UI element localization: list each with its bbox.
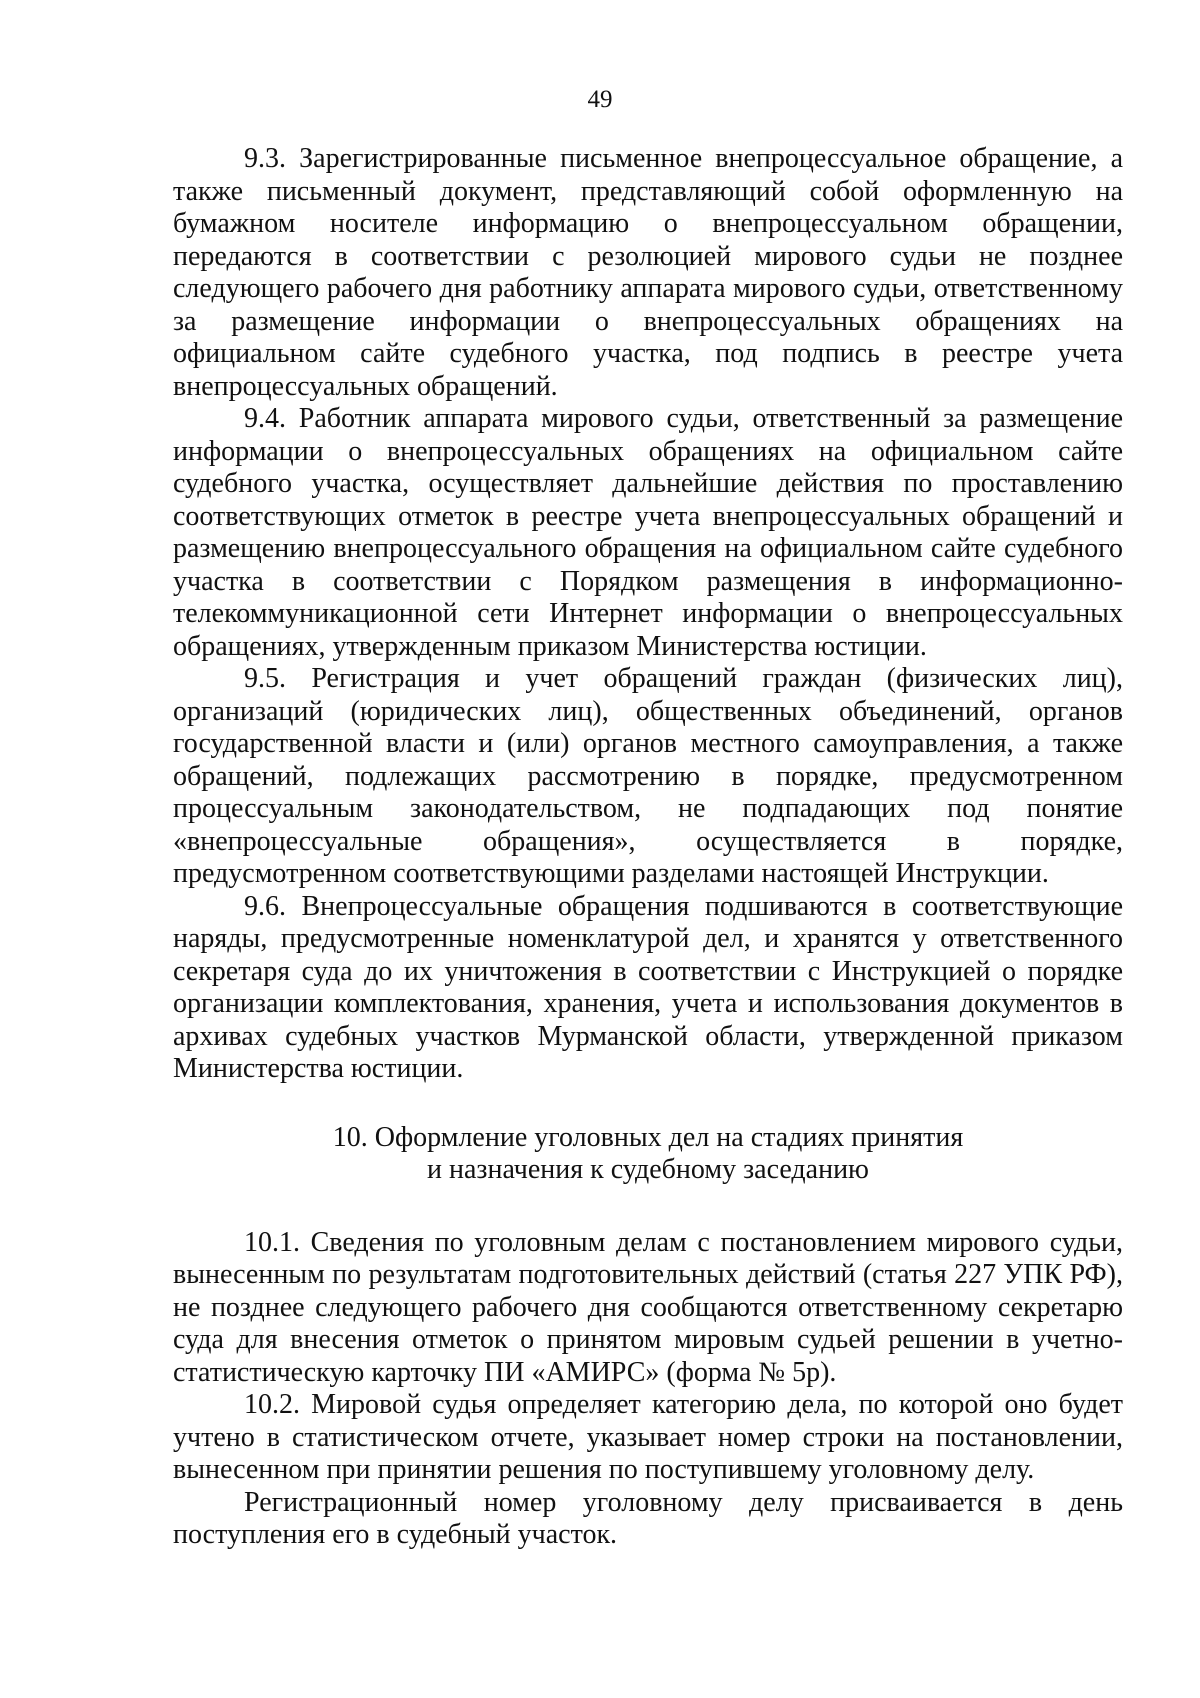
paragraph-9-4: 9.4. Работник аппарата мирового судьи, ответственный за размещение информации о внепроцессуальных обращениях на официальном сайте судебного участка, осуществляет дальнейшие действия по проставлению соответствующих отметок в реестре учета внепроцессуальных обращений и размещению внепроцессуального обращения на официальном сайте судебного участка в соответствии с Порядком размещения в информационно-телекоммуникационной сети Интернет информации о внепроцессуальных обращениях, утвержденным приказом Министерства юстиции. [173, 403, 1123, 662]
document-body [173, 143, 1123, 1552]
page-number: 49 [587, 86, 613, 113]
paragraph-9-5: 9.5. Регистрация и учет обращений граждан (физических лиц), организаций (юридических лиц), общественных объединений, органов государственной власти и (или) органов местного самоуправления, а также обращений, подлежащих рассмотрению в порядке, предусмотренном процессуальным законодательством, не подпадающих под понятие «внепроцессуальные обращения», осуществляется в порядке, предусмотренном соответствующими разделами настоящей Инструкции. [173, 663, 1123, 889]
paragraph-9-3: 9.3. Зарегистрированные письменное внепроцессуальное обращение, а также письменный документ, представляющий собой оформленную на бумажном носителе информацию о внепроцессуальном обращении, передаются в соответствии с резолюцией мирового судьи не позднее следующего рабочего дня работнику аппарата мирового судьи, ответственному за размещение информации о внепроцессуальных обращениях на официальном сайте судебного участка, под подпись в реестре учета внепроцессуальных обращений. [173, 143, 1123, 402]
paragraph-9-6: 9.6. Внепроцессуальные обращения подшиваются в соответствующие наряды, предусмотренные номенклатурой дел, и хранятся у ответственного секретаря суда до их уничтожения в соответствии с Инструкцией о порядке организации комплектования, хранения, учета и использования документов в архивах судебных участков Мурманской области, утвержденной приказом Министерства юстиции. [173, 890, 1123, 1084]
section-heading [173, 1122, 1123, 1187]
paragraph-registration-number: Регистрационный номер уголовному делу присваивается в день поступления его в судебный участок. [173, 1486, 1123, 1550]
paragraph-10-2: 10.2. Мировой судья определяет категорию дела, по которой оно будет учтено в статистическом отчете, указывает номер строки на постановлении, вынесенном при принятии решения по поступившему уголовному делу. [173, 1389, 1123, 1485]
section-heading-line-2: и назначения к судебному заседанию [427, 1154, 869, 1185]
paragraph-10-1: 10.1. Сведения по уголовным делам с постановлением мирового судьи, вынесенным по результатам подготовительных действий (статья 227 УПК РФ), не позднее следующего рабочего дня сообщаются ответственному секретарю суда для внесения отметок о принятом мировым судьей решении в учетно-статистическую карточку ПИ «АМИРС» (форма № 5р). [173, 1226, 1123, 1388]
section-heading-line-1: 10. Оформление уголовных дел на стадиях принятия [332, 1121, 964, 1153]
